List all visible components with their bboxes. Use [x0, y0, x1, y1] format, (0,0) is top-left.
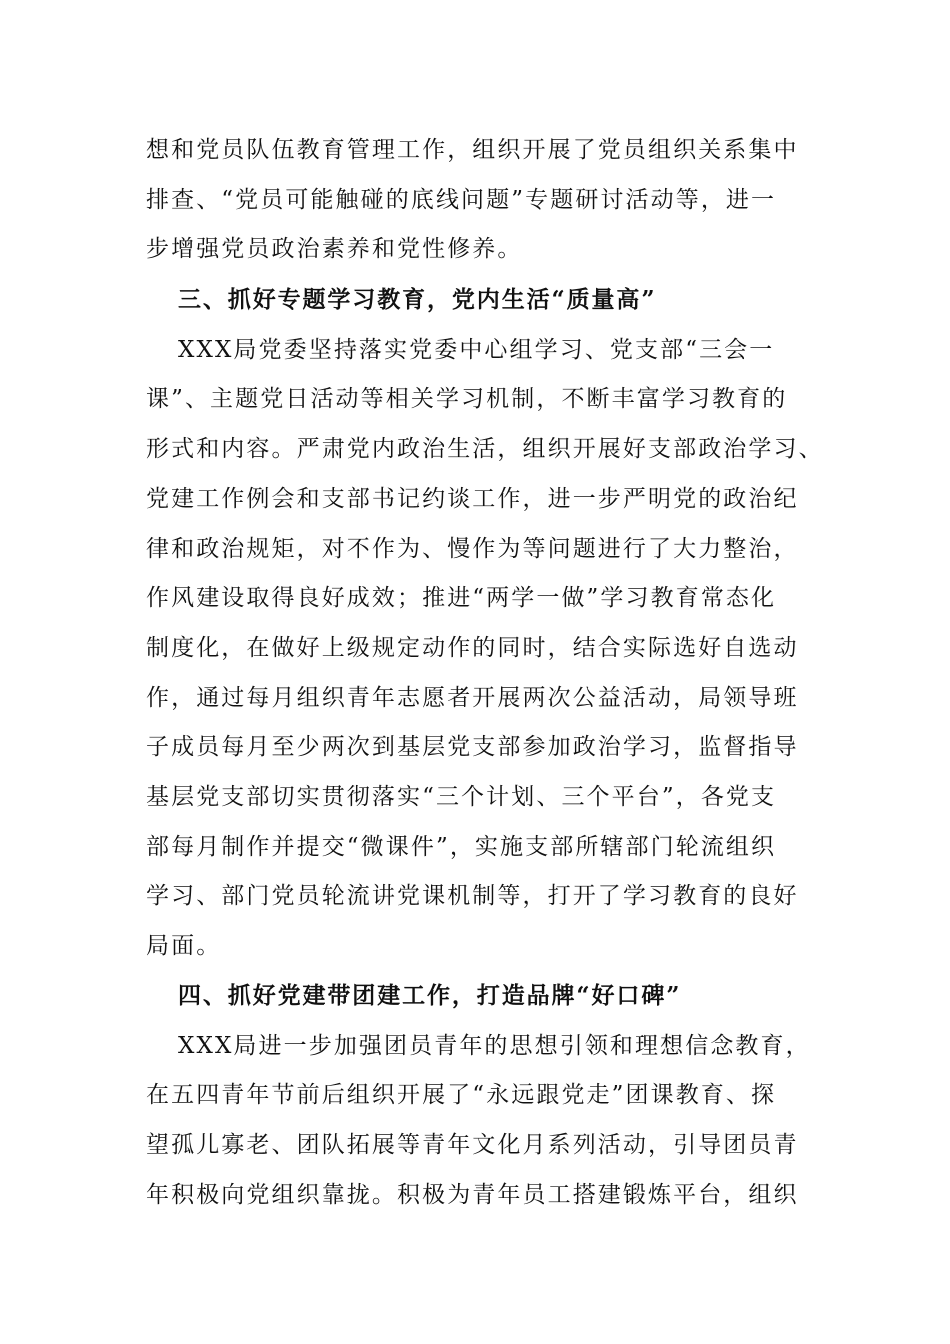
paragraph-line: 部每月制作并提交“微课件”，实施支部所辖部门轮流组织 [146, 834, 777, 860]
section-heading-3: 三、抓好专题学习教育，党内生活“质量高” [178, 286, 657, 313]
paragraph-line: 学习、部门党员轮流讲党课机制等，打开了学习教育的良好 [146, 883, 799, 909]
paragraph-line: 在五四青年节前后组织开展了“永远跟党走”团课教育、探 [146, 1082, 777, 1108]
paragraph-line: XXX局党委坚持落实党委中心组学习、党支部“三会一 [178, 337, 775, 363]
paragraph-line: 望孤儿寡老、团队拓展等青年文化月系列活动，引导团员青 [146, 1132, 799, 1158]
paragraph-line: 律和政治规矩，对不作为、慢作为等问题进行了大力整治， [146, 536, 799, 562]
paragraph-line: XXX局进一步加强团员青年的思想引领和理想信念教育， [178, 1033, 811, 1059]
paragraph-line: 想和党员队伍教育管理工作，组织开展了党员组织关系集中 [146, 137, 799, 163]
paragraph-line: 基层党支部切实贯彻落实“三个计划、三个平台”，各党支 [146, 784, 777, 810]
paragraph-line: 步增强党员政治素养和党性修养。 [146, 236, 523, 262]
paragraph-line: 年积极向党组织靠拢。积极为青年员工搭建锻炼平台，组织 [146, 1182, 799, 1208]
paragraph-line: 作风建设取得良好成效；推进“两学一做”学习教育常态化 [146, 585, 777, 611]
paragraph-line: 形式和内容。严肃党内政治生活，组织开展好支部政治学习、 [146, 436, 824, 462]
paragraph-line: 子成员每月至少两次到基层党支部参加政治学习，监督指导 [146, 734, 799, 760]
paragraph-line: 局面。 [146, 933, 222, 959]
paragraph-line: 课”、主题党日活动等相关学习机制，不断丰富学习教育的 [146, 386, 788, 412]
paragraph-line: 作，通过每月组织青年志愿者开展两次公益活动，局领导班 [146, 685, 799, 711]
paragraph-line: 制度化，在做好上级规定动作的同时，结合实际选好自选动 [146, 635, 799, 661]
paragraph-line: 排查、“党员可能触碰的底线问题”专题研讨活动等，进一 [146, 187, 777, 213]
paragraph-line: 党建工作例会和支部书记约谈工作，进一步严明党的政治纪 [146, 486, 799, 512]
section-heading-4: 四、抓好党建带团建工作，打造品牌“好口碑” [178, 982, 682, 1009]
